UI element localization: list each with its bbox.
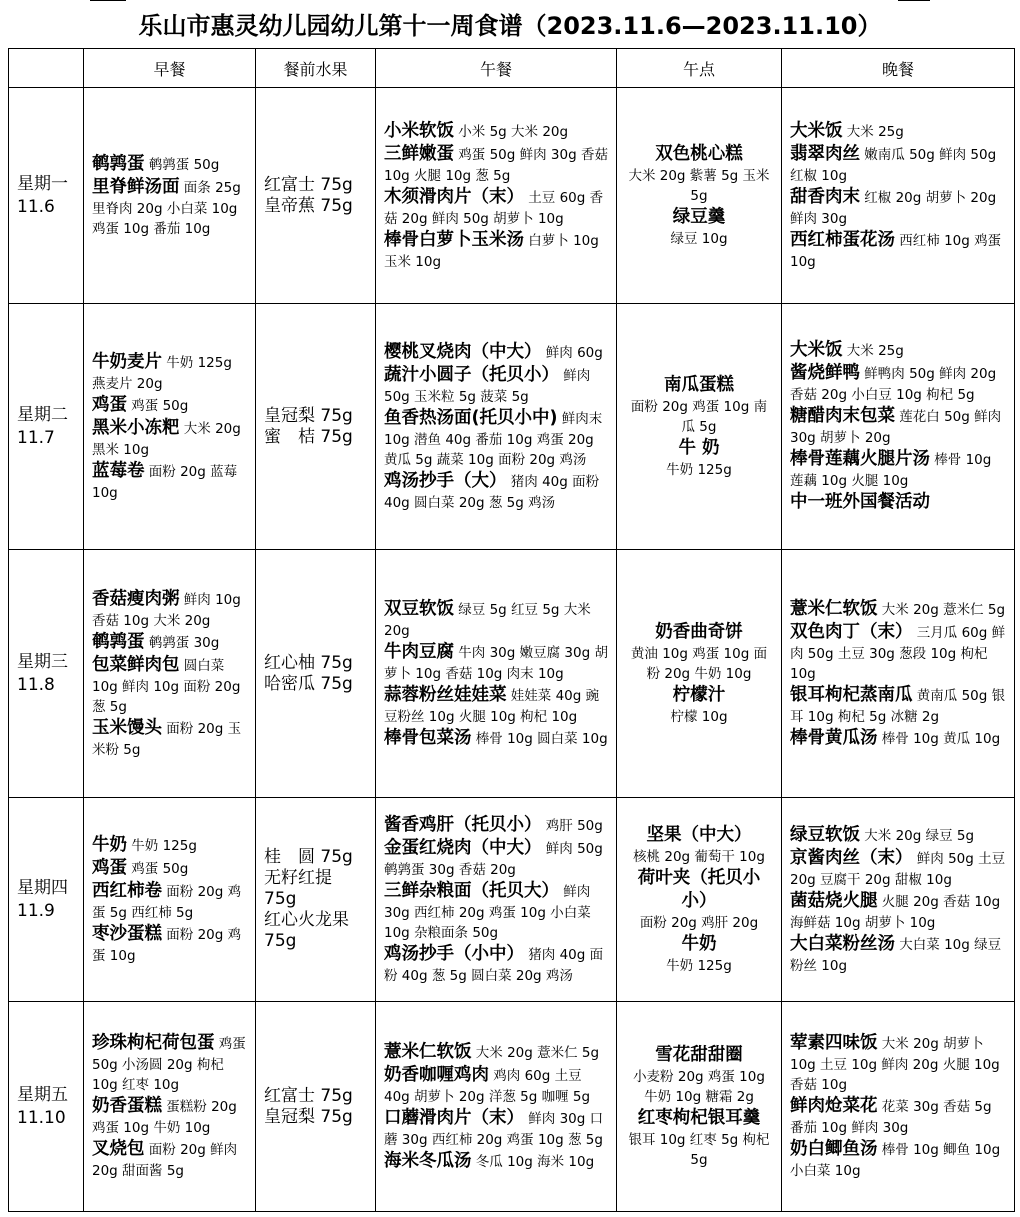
lunch-ingredients: 鲜肉末 10g 潜鱼 40g 番茄 10g 鸡蛋 20g 黄瓜 5g 蔬菜 10g 面粉 20g 鸡汤 (384, 410, 603, 468)
snack-dish: 柠檬汁 (672, 684, 726, 705)
dinner-dish: 奶白鲫鱼汤 (790, 1139, 878, 1159)
dinner-ingredients: 红椒 20g 胡萝卜 20g 鲜肉 30g (790, 189, 997, 227)
lunch-cell (376, 304, 617, 550)
dinner-dish: 棒骨黄瓜汤 (790, 727, 878, 748)
dinner-item (790, 491, 1006, 514)
snack-cell (617, 88, 782, 304)
snack-dish: 坚果（中大） (646, 824, 752, 845)
dinner-item (790, 143, 1006, 186)
dinner-item (790, 847, 1006, 890)
fruit-item: 皇帝蕉 75g (264, 195, 353, 216)
breakfast-dish: 黑米小冻粑 (92, 417, 180, 438)
fruit-item: 红心柚 75g (264, 652, 353, 673)
lunch-dish: 三鲜杂粮面（托贝大） (384, 880, 559, 901)
breakfast-dish: 鹌鹑蛋 (92, 153, 145, 174)
snack-ingredients: 核桃 20g 葡萄干 10g (633, 848, 765, 865)
day-label: 星期四 (17, 877, 68, 898)
lunch-item (384, 1041, 608, 1064)
breakfast-dish: 香菇瘦肉粥 (92, 588, 180, 609)
snack-dish: 南瓜蛋糕 (664, 374, 734, 395)
breakfast-item (92, 923, 247, 966)
day-date: 11.8 (17, 674, 55, 695)
header-snack: 午点 (617, 49, 782, 88)
day-cell (9, 304, 84, 550)
lunch-item (384, 120, 608, 143)
dinner-item (790, 339, 1006, 362)
snack-cell (617, 798, 782, 1002)
lunch-item (384, 1064, 608, 1107)
lunch-item (384, 641, 608, 684)
header-fruit: 餐前水果 (256, 49, 376, 88)
header-lunch: 午餐 (376, 49, 617, 88)
breakfast-dish: 珍珠枸杞荷包蛋 (92, 1033, 215, 1053)
lunch-item (384, 943, 608, 986)
snack-ingredients: 面粉 20g 鸡肝 20g (639, 914, 759, 931)
snack-ingredients: 银耳 10g 红枣 5g 枸杞 5g (628, 1131, 770, 1168)
dinner-item (790, 1138, 1006, 1181)
breakfast-dish: 鸡蛋 (92, 857, 127, 878)
breakfast-ingredients: 鹌鹑蛋 30g (148, 634, 220, 651)
breakfast-item (92, 588, 247, 631)
dinner-dish: 京酱肉丝（末） (790, 847, 913, 868)
dinner-ingredients: 棒骨 10g 莲藕 10g 火腿 10g (790, 452, 992, 489)
snack-ingredients: 柠檬 10g (670, 708, 728, 725)
snack-ingredients: 牛奶 125g (666, 957, 732, 974)
dinner-ingredients: 花菜 30g 香菇 5g 番茄 10g 鲜肉 30g (790, 1099, 992, 1136)
fruit-cell (256, 1002, 376, 1212)
snack-item (625, 437, 773, 480)
dinner-dish: 西红柿蛋花汤 (790, 229, 895, 250)
dinner-item (790, 890, 1006, 933)
day-cell (9, 1002, 84, 1212)
lunch-dish: 金蛋红烧肉（中大） (384, 837, 542, 858)
lunch-ingredients: 土豆 60g 香菇 20g 鲜肉 50g 胡萝卜 10g (384, 189, 604, 227)
lunch-item (384, 364, 608, 407)
dinner-item (790, 186, 1006, 229)
breakfast-cell (84, 798, 256, 1002)
dinner-ingredients: 火腿 20g 香菇 10g 海鲜菇 10g 胡萝卜 10g (790, 893, 1001, 931)
fruit-cell (256, 798, 376, 1002)
lunch-dish: 薏米仁软饭 (384, 1041, 472, 1062)
breakfast-ingredients: 牛奶 125g 燕麦片 20g (92, 354, 232, 392)
lunch-ingredients: 猪肉 40g 面粉 40g 葱 5g 圆白菜 20g 鸡汤 (384, 946, 604, 984)
lunch-dish: 口蘑滑肉片（末） (384, 1107, 524, 1128)
snack-dish: 红枣枸杞银耳羹 (637, 1107, 761, 1128)
fruit-item: 蜜 桔 75g (264, 426, 353, 447)
dinner-item (790, 621, 1006, 684)
lunch-ingredients: 小米 5g 大米 20g (458, 123, 569, 140)
menu-table (8, 48, 1015, 1212)
dinner-dish: 薏米仁软饭 (790, 598, 878, 619)
dinner-ingredients: 莲花白 50g 鲜肉 30g 胡萝卜 20g (790, 409, 1002, 446)
lunch-ingredients: 冬瓜 10g 海米 10g (475, 1153, 595, 1170)
breakfast-cell (84, 304, 256, 550)
breakfast-dish: 牛奶麦片 (92, 351, 162, 372)
breakfast-item (92, 351, 247, 394)
top-rule-left (90, 0, 126, 1)
lunch-dish: 鸡汤抄手（大） (384, 470, 507, 491)
snack-dish: 奶香曲奇饼 (655, 621, 743, 642)
dinner-cell (782, 88, 1015, 304)
lunch-dish: 棒骨包菜汤 (384, 727, 472, 748)
dinner-ingredients: 大米 20g 绿豆 5g (864, 827, 975, 844)
snack-item (625, 143, 773, 206)
lunch-ingredients: 大米 20g 薏米仁 5g (475, 1044, 600, 1061)
snack-ingredients: 小麦粉 20g 鸡蛋 10g 牛奶 10g 糖霜 2g (633, 1068, 765, 1105)
lunch-dish: 蔬汁小圆子（托贝小） (384, 364, 559, 385)
breakfast-item (92, 394, 247, 417)
dinner-dish: 酱烧鲜鸭 (790, 363, 860, 383)
snack-dish: 牛 奶 (678, 437, 720, 458)
snack-ingredients: 面粉 20g 鸡蛋 10g 南瓜 5g (630, 398, 768, 435)
breakfast-ingredients: 面粉 20g 蓝莓 10g (92, 463, 238, 501)
lunch-dish: 蒜蓉粉丝娃娃菜 (384, 684, 507, 705)
snack-item (625, 621, 773, 684)
breakfast-ingredients: 鹌鹑蛋 50g (148, 156, 220, 173)
lunch-cell (376, 550, 617, 798)
snack-ingredients: 黄油 10g 鸡蛋 10g 面粉 20g 牛奶 10g (630, 645, 768, 682)
snack-cell (617, 304, 782, 550)
lunch-dish: 鸡汤抄手（小中） (384, 943, 524, 964)
dinner-cell (782, 798, 1015, 1002)
dinner-item (790, 598, 1006, 621)
dinner-dish: 翡翠肉丝 (790, 143, 860, 164)
breakfast-item (92, 654, 247, 717)
dinner-ingredients: 棒骨 10g 鲫鱼 10g 小白菜 10g (790, 1142, 1001, 1179)
lunch-dish: 棒骨白萝卜玉米汤 (384, 229, 524, 250)
lunch-dish: 双豆软饭 (384, 598, 454, 619)
breakfast-item (92, 1095, 247, 1138)
lunch-item (384, 837, 608, 880)
dinner-ingredients: 鲜肉 50g 土豆 20g 豆腐干 20g 甜椒 10g (790, 850, 1006, 888)
day-row (9, 88, 1015, 304)
lunch-dish: 樱桃叉烧肉（中大） (384, 341, 542, 362)
dinner-dish: 银耳枸杞蒸南瓜 (790, 684, 913, 705)
dinner-item (790, 727, 1006, 750)
lunch-ingredients: 鲜肉 30g 口蘑 30g 西红柿 20g 鸡蛋 10g 葱 5g (384, 1110, 604, 1148)
snack-ingredients: 绿豆 10g (670, 230, 728, 247)
lunch-ingredients: 棒骨 10g 圆白菜 10g (475, 730, 608, 747)
snack-dish: 牛奶 (681, 933, 717, 954)
breakfast-dish: 奶香蛋糕 (92, 1096, 162, 1116)
snack-cell (617, 550, 782, 798)
header-dinner: 晚餐 (782, 49, 1015, 88)
day-cell (9, 798, 84, 1002)
breakfast-item (92, 417, 247, 460)
lunch-dish: 小米软饭 (384, 120, 454, 141)
dinner-dish: 中一班外国餐活动 (790, 492, 930, 512)
breakfast-dish: 玉米馒头 (92, 717, 162, 738)
breakfast-ingredients: 鲜肉 10g 香菇 10g 大米 20g (92, 591, 241, 629)
dinner-dish: 棒骨莲藕火腿片汤 (790, 449, 930, 469)
dinner-item (790, 362, 1006, 405)
breakfast-ingredients: 面粉 20g 鸡蛋 5g 西红柿 5g (92, 883, 242, 921)
lunch-cell (376, 1002, 617, 1212)
lunch-dish: 鱼香热汤面(托贝小中) (384, 407, 558, 428)
snack-item (625, 206, 773, 249)
dinner-ingredients: 大白菜 10g 绿豆粉丝 10g (790, 936, 1002, 974)
dinner-ingredients: 黄南瓜 50g 银耳 10g 枸杞 5g 冰糖 2g (790, 687, 1006, 725)
lunch-item (384, 143, 608, 186)
fruit-item: 红富士 75g (264, 174, 353, 195)
dinner-ingredients: 大米 20g 胡萝卜 10g 土豆 10g 鲜肉 20g 火腿 10g 香菇 10g (790, 1036, 1000, 1093)
header-day (9, 49, 84, 88)
breakfast-dish: 里脊鲜汤面 (92, 176, 180, 197)
dinner-item (790, 684, 1006, 727)
header-row (9, 49, 1015, 88)
breakfast-ingredients: 圆白菜 10g 鲜肉 10g 面粉 20g 葱 5g (92, 657, 241, 715)
dinner-ingredients: 三月瓜 60g 鲜肉 50g 土豆 30g 葱段 10g 枸杞 10g (790, 624, 1006, 682)
dinner-item (790, 933, 1006, 976)
dinner-cell (782, 1002, 1015, 1212)
breakfast-cell (84, 1002, 256, 1212)
fruit-cell (256, 550, 376, 798)
snack-item (625, 374, 773, 437)
breakfast-ingredients: 面粉 20g 玉米粉 5g (92, 720, 242, 758)
dinner-dish: 大米饭 (790, 340, 843, 360)
lunch-item (384, 727, 608, 750)
lunch-item (384, 1150, 608, 1173)
breakfast-ingredients: 面粉 20g 鸡蛋 10g (92, 926, 242, 964)
day-cell (9, 550, 84, 798)
lunch-item (384, 341, 608, 364)
snack-dish: 绿豆羹 (672, 206, 726, 227)
day-row (9, 304, 1015, 550)
snack-item (625, 867, 773, 933)
day-cell (9, 88, 84, 304)
breakfast-ingredients: 鸡蛋 50g 小汤圆 20g 枸杞 10g 红枣 10g (92, 1036, 246, 1093)
snack-ingredients: 牛奶 125g (666, 461, 732, 478)
lunch-ingredients: 猪肉 40g 面粉 40g 圆白菜 20g 葱 5g 鸡汤 (384, 473, 600, 511)
snack-dish: 荷叶夹（托贝小小） (637, 867, 761, 911)
day-row (9, 1002, 1015, 1212)
day-label: 星期三 (17, 651, 68, 672)
breakfast-dish: 鹌鹑蛋 (92, 631, 145, 652)
breakfast-cell (84, 550, 256, 798)
breakfast-dish: 枣沙蛋糕 (92, 923, 162, 944)
lunch-item (384, 470, 608, 513)
dinner-dish: 菌菇烧火腿 (790, 890, 878, 911)
lunch-item (384, 880, 608, 943)
day-date: 11.9 (17, 900, 55, 921)
fruit-item: 桂 圆 75g (264, 847, 353, 867)
lunch-dish: 牛肉豆腐 (384, 641, 454, 662)
dinner-ingredients: 鲜鸭肉 50g 鲜肉 20g 香菇 20g 小白豆 10g 枸杞 5g (790, 366, 997, 403)
breakfast-ingredients: 面条 25g 里脊肉 20g 小白菜 10g 鸡蛋 10g 番茄 10g (92, 179, 241, 237)
page-title: 乐山市惠灵幼儿园幼儿第十一周食谱（2023.11.6—2023.11.10） (138, 12, 882, 40)
dinner-ingredients: 大米 25g (846, 123, 904, 140)
snack-item (625, 933, 773, 976)
breakfast-item (92, 460, 247, 503)
fruit-item: 红心火龙果 75g (264, 910, 349, 951)
dinner-dish: 双色肉丁（末） (790, 621, 913, 642)
fruit-item: 皇冠梨 75g (264, 1106, 353, 1127)
breakfast-ingredients: 鸡蛋 50g (131, 860, 189, 877)
lunch-ingredients: 鲜肉 30g 西红柿 20g 鸡蛋 10g 小白菜 10g 杂粮面条 50g (384, 883, 591, 941)
snack-dish: 雪花甜甜圈 (655, 1044, 743, 1065)
dinner-item (790, 824, 1006, 847)
fruit-item: 红富士 75g (264, 1085, 353, 1106)
day-row (9, 550, 1015, 798)
dinner-item (790, 120, 1006, 143)
snack-cell (617, 1002, 782, 1212)
lunch-dish: 酱香鸡肝（托贝小） (384, 814, 542, 835)
lunch-item (384, 229, 608, 272)
snack-item (625, 1044, 773, 1107)
lunch-ingredients: 鲜肉 50g 玉米粒 5g 菠菜 5g (384, 367, 591, 405)
dinner-item (790, 448, 1006, 491)
lunch-cell (376, 88, 617, 304)
breakfast-item (92, 880, 247, 923)
dinner-cell (782, 304, 1015, 550)
dinner-ingredients: 大米 20g 薏米仁 5g (881, 601, 1006, 618)
lunch-item (384, 598, 608, 641)
dinner-dish: 甜香肉末 (790, 186, 860, 207)
fruit-item: 哈密瓜 75g (264, 673, 353, 694)
dinner-dish: 荤素四味饭 (790, 1033, 878, 1053)
dinner-item (790, 229, 1006, 272)
lunch-item (384, 407, 608, 470)
lunch-item (384, 684, 608, 727)
dinner-item (790, 1032, 1006, 1095)
snack-ingredients: 大米 20g 紫薯 5g 玉米 5g (628, 167, 770, 204)
dinner-dish: 鲜肉炝菜花 (790, 1096, 878, 1116)
day-row (9, 798, 1015, 1002)
breakfast-dish: 西红柿卷 (92, 880, 162, 901)
breakfast-dish: 鸡蛋 (92, 394, 127, 415)
fruit-item: 皇冠梨 75g (264, 405, 353, 426)
fruit-item: 无籽红提 75g (264, 868, 332, 909)
breakfast-item (92, 857, 247, 880)
header-breakfast: 早餐 (84, 49, 256, 88)
day-date: 11.7 (17, 427, 55, 448)
breakfast-ingredients: 鸡蛋 50g (131, 397, 189, 414)
snack-item (625, 1107, 773, 1170)
snack-item (625, 684, 773, 727)
lunch-ingredients: 鲜肉 50g 鹌鹑蛋 30g 香菇 20g (384, 840, 603, 878)
lunch-dish: 三鲜嫩蛋 (384, 143, 454, 164)
lunch-cell (376, 798, 617, 1002)
dinner-ingredients: 嫩南瓜 50g 鲜肉 50g 红椒 10g (790, 146, 997, 184)
breakfast-dish: 蓝莓卷 (92, 460, 145, 481)
lunch-dish: 木须滑肉片（末） (384, 186, 524, 207)
lunch-dish: 海米冬瓜汤 (384, 1150, 472, 1171)
lunch-dish: 奶香咖喱鸡肉 (384, 1064, 489, 1085)
breakfast-ingredients: 面粉 20g 鲜肉 20g 甜面酱 5g (92, 1142, 238, 1179)
breakfast-dish: 包菜鲜肉包 (92, 654, 180, 675)
lunch-item (384, 814, 608, 837)
day-date: 11.6 (17, 196, 55, 217)
lunch-ingredients: 鸡肝 50g (545, 817, 603, 834)
breakfast-ingredients: 蛋糕粉 20g 鸡蛋 10g 牛奶 10g (92, 1099, 237, 1136)
breakfast-item (92, 176, 247, 239)
dinner-dish: 大米饭 (790, 120, 843, 141)
day-date: 11.10 (17, 1107, 66, 1128)
lunch-item (384, 1107, 608, 1150)
breakfast-item (92, 153, 247, 176)
day-label: 星期二 (17, 404, 68, 425)
breakfast-cell (84, 88, 256, 304)
dinner-ingredients: 大米 25g (846, 343, 904, 359)
lunch-ingredients: 鸡肉 60g 土豆 40g 胡萝卜 20g 洋葱 5g 咖喱 5g (384, 1067, 591, 1105)
breakfast-item (92, 1138, 247, 1181)
lunch-item (384, 186, 608, 229)
top-rule-right (898, 0, 930, 1)
lunch-ingredients: 绿豆 5g 红豆 5g 大米 20g (384, 601, 591, 639)
dinner-item (790, 1095, 1006, 1138)
fruit-cell (256, 304, 376, 550)
lunch-ingredients: 牛肉 30g 嫩豆腐 30g 胡萝卜 10g 香菇 10g 肉末 10g (384, 644, 608, 682)
dinner-ingredients: 棒骨 10g 黄瓜 10g (881, 730, 1001, 747)
breakfast-ingredients: 牛奶 125g (131, 837, 197, 854)
lunch-ingredients: 鲜肉 60g (545, 344, 603, 361)
snack-item (625, 824, 773, 867)
dinner-cell (782, 550, 1015, 798)
lunch-ingredients: 鸡蛋 50g 鲜肉 30g 香菇 10g 火腿 10g 葱 5g (384, 146, 608, 184)
dinner-item (790, 405, 1006, 448)
day-label: 星期一 (17, 173, 68, 194)
day-label: 星期五 (17, 1084, 68, 1105)
breakfast-item (92, 717, 247, 760)
breakfast-dish: 叉烧包 (92, 1139, 145, 1159)
dinner-dish: 大白菜粉丝汤 (790, 933, 895, 954)
breakfast-item (92, 834, 247, 857)
breakfast-item (92, 631, 247, 654)
dinner-dish: 绿豆软饭 (790, 824, 860, 845)
breakfast-dish: 牛奶 (92, 834, 127, 855)
dinner-ingredients: 西红柿 10g 鸡蛋 10g (790, 232, 1002, 270)
lunch-ingredients: 白萝卜 10g 玉米 10g (384, 232, 599, 270)
snack-dish: 双色桃心糕 (655, 143, 743, 164)
lunch-ingredients: 娃娃菜 40g 豌豆粉丝 10g 火腿 10g 枸杞 10g (384, 687, 600, 725)
dinner-dish: 糖醋肉末包菜 (790, 406, 895, 426)
breakfast-item (92, 1032, 247, 1095)
fruit-cell (256, 88, 376, 304)
breakfast-ingredients: 大米 20g 黑米 10g (92, 420, 241, 458)
